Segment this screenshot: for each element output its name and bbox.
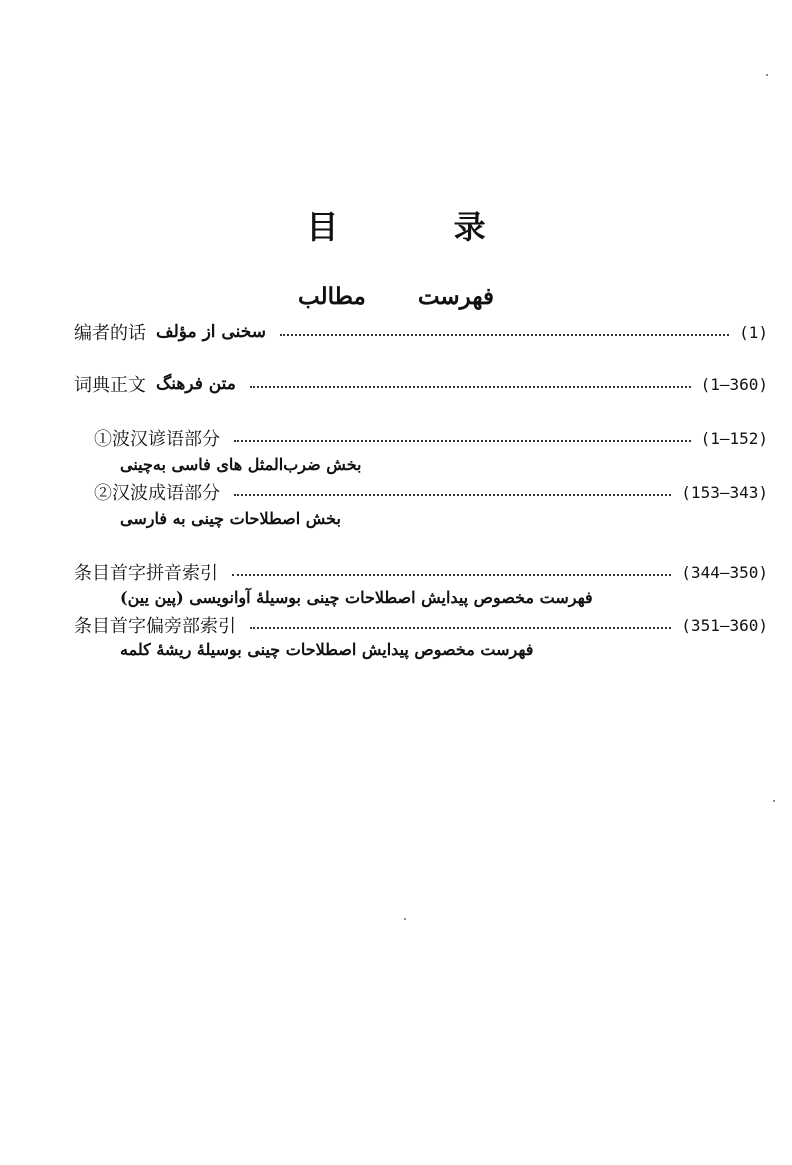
dot-leader (280, 334, 729, 336)
toc-entry-chinese-label: 条目首字拼音索引 (74, 563, 218, 584)
toc-entry-page-range: (1) (739, 322, 768, 342)
page-title-chinese: 目 录 (306, 208, 538, 246)
dot-leader (234, 440, 691, 442)
toc-entry-page-range: (1—360) (700, 374, 768, 394)
toc-entry-page-range: (153—343) (681, 482, 768, 502)
toc-entry-page-range: (351—360) (681, 615, 768, 635)
dot-leader (234, 494, 671, 496)
toc-entry-pinyin-index[interactable] (74, 559, 768, 585)
toc-entry-chinese-label: 词典正文 (74, 375, 146, 396)
toc-entry-persian-subtitle: فهرست مخصوص پیدایش اصطلاحات چینی بوسیلهٔ آوانویسی (پین یین) (120, 588, 593, 607)
toc-entry-persian-subtitle: بخش اصطلاحات چینی به فارسی (120, 509, 341, 528)
scan-speck (766, 74, 768, 76)
toc-entry-chinese-persian-idioms[interactable] (94, 479, 768, 505)
toc-entry-chinese-label: ②汉波成语部分 (94, 483, 220, 504)
toc-entry-persian-subtitle: بخش ضرب‌المثل های فاسی به‌چینی (120, 455, 362, 474)
toc-entry-dictionary-body[interactable] (74, 371, 768, 397)
toc-entry-persian-label: متن فرهنگ (156, 374, 236, 394)
dot-leader (250, 627, 671, 629)
toc-entry-preface[interactable] (74, 319, 768, 345)
toc-entry-chinese-label: 编者的话 (74, 323, 146, 344)
toc-entry-chinese-label: ①波汉谚语部分 (94, 429, 220, 450)
toc-entry-radical-index[interactable] (74, 612, 768, 638)
toc-entry-chinese-label: 条目首字偏旁部索引 (74, 616, 236, 637)
toc-entry-page-range: (1—152) (700, 428, 768, 448)
toc-entry-persian-subtitle: فهرست مخصوص پیدایش اصطلاحات چینی بوسیلهٔ ریشهٔ کلمه (120, 640, 534, 659)
scan-speck (404, 918, 406, 920)
toc-entry-page-range: (344—350) (681, 562, 768, 582)
dot-leader (232, 574, 671, 576)
toc-entry-persian-label: سخنی از مؤلف (156, 322, 266, 342)
page-title-persian: فهرست مطالب (298, 283, 494, 310)
scan-speck (773, 800, 775, 802)
dot-leader (250, 386, 691, 388)
toc-entry-persian-chinese-proverbs[interactable] (94, 425, 768, 451)
